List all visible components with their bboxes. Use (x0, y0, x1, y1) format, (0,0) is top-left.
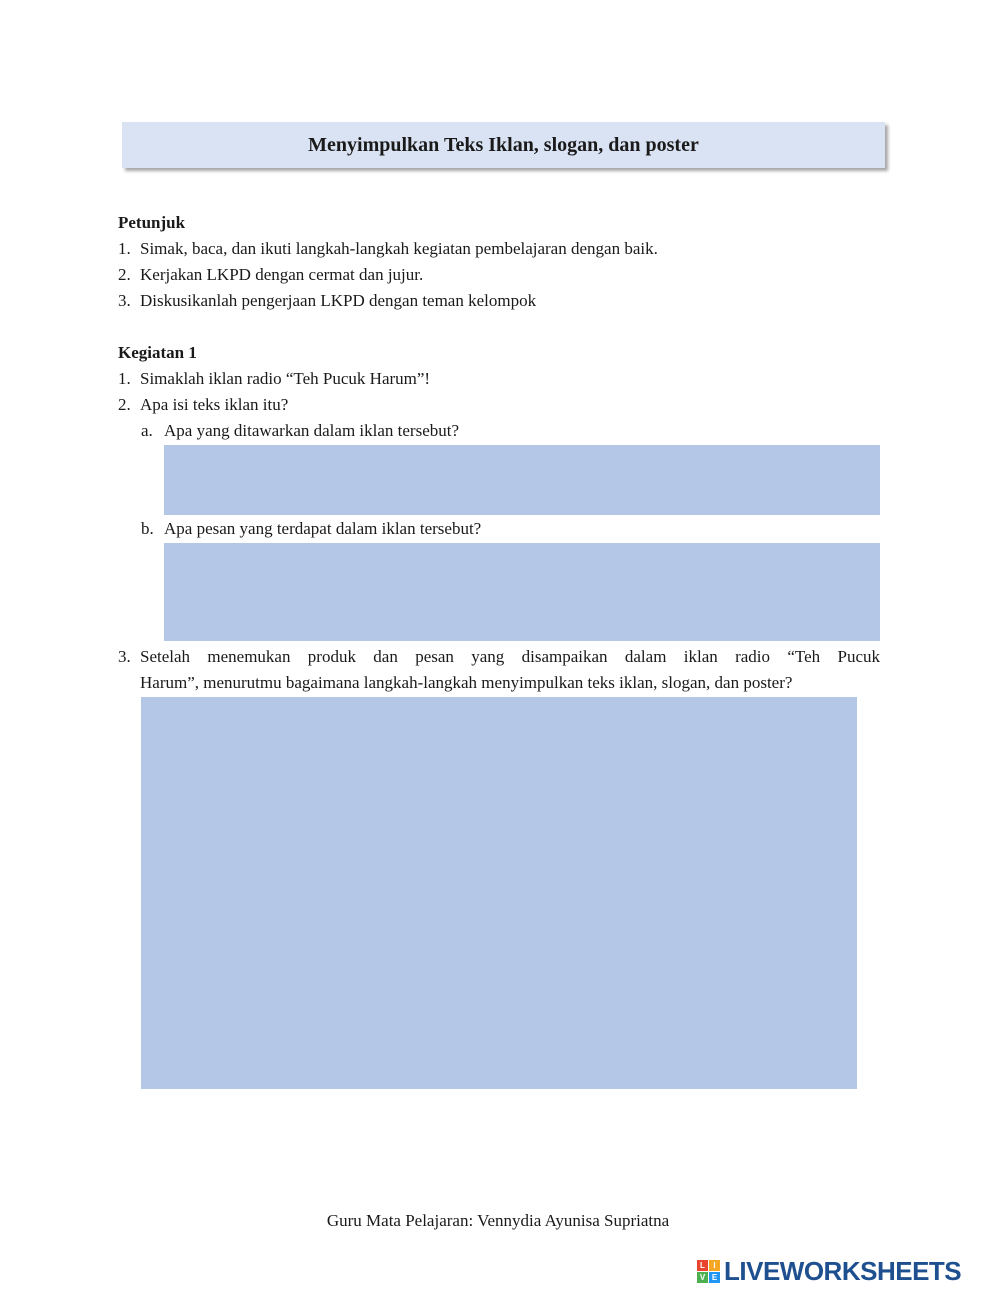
petunjuk-item-number: 3. (118, 291, 131, 310)
question-text: Simaklah iklan radio “Teh Pucuk Harum”! (140, 369, 431, 388)
liveworksheets-logo-text: LIVEWORKSHEETS (724, 1255, 962, 1286)
teacher-footer (0, 1211, 1000, 1231)
liveworksheets-logo-icon (697, 1260, 720, 1283)
question-number: 2. (118, 395, 131, 414)
petunjuk-item-text: Simak, baca, dan ikuti langkah-langkah kegiatan pembelajaran dengan baik. (140, 239, 658, 258)
logo-letter-v: V (697, 1272, 708, 1283)
petunjuk-item-text: Kerjakan LKPD dengan cermat dan jujur. (140, 265, 424, 284)
liveworksheets-logo (697, 1256, 961, 1286)
question-number: 3. (118, 647, 131, 666)
question-3-text-line-1: Setelah menemukan produk dan pesan yang disampaikan dalam iklan radio “Teh Pucuk (140, 647, 880, 666)
sub-question-label: a. (141, 421, 153, 440)
answer-field-2a[interactable] (164, 445, 880, 515)
logo-letter-e: E (709, 1272, 720, 1283)
answer-field-3[interactable] (141, 697, 857, 1089)
kegiatan-heading: Kegiatan 1 (118, 343, 197, 362)
petunjuk-item-text: Diskusikanlah pengerjaan LKPD dengan teman kelompok (140, 291, 537, 310)
petunjuk-item-number: 1. (118, 239, 131, 258)
question-text: Apa isi teks iklan itu? (140, 395, 289, 414)
sub-question-label: b. (141, 519, 154, 538)
sub-question-text: Apa yang ditawarkan dalam iklan tersebut? (164, 421, 460, 440)
sub-question-text: Apa pesan yang terdapat dalam iklan tersebut? (164, 519, 482, 538)
answer-field-2b[interactable] (164, 543, 880, 641)
logo-letter-i: I (709, 1260, 720, 1271)
worksheet-title: Menyimpulkan Teks Iklan, slogan, dan poster (122, 122, 885, 168)
petunjuk-item-number: 2. (118, 265, 131, 284)
question-number: 1. (118, 369, 131, 388)
petunjuk-heading: Petunjuk (118, 213, 186, 232)
question-3-text-line-2: Harum”, menurutmu bagaimana langkah-langkah menyimpulkan teks iklan, slogan, dan poster? (140, 673, 793, 692)
logo-letter-l: L (697, 1260, 708, 1271)
teacher-name: Guru Mata Pelajaran: Vennydia Ayunisa Supriatna (326, 1211, 670, 1230)
